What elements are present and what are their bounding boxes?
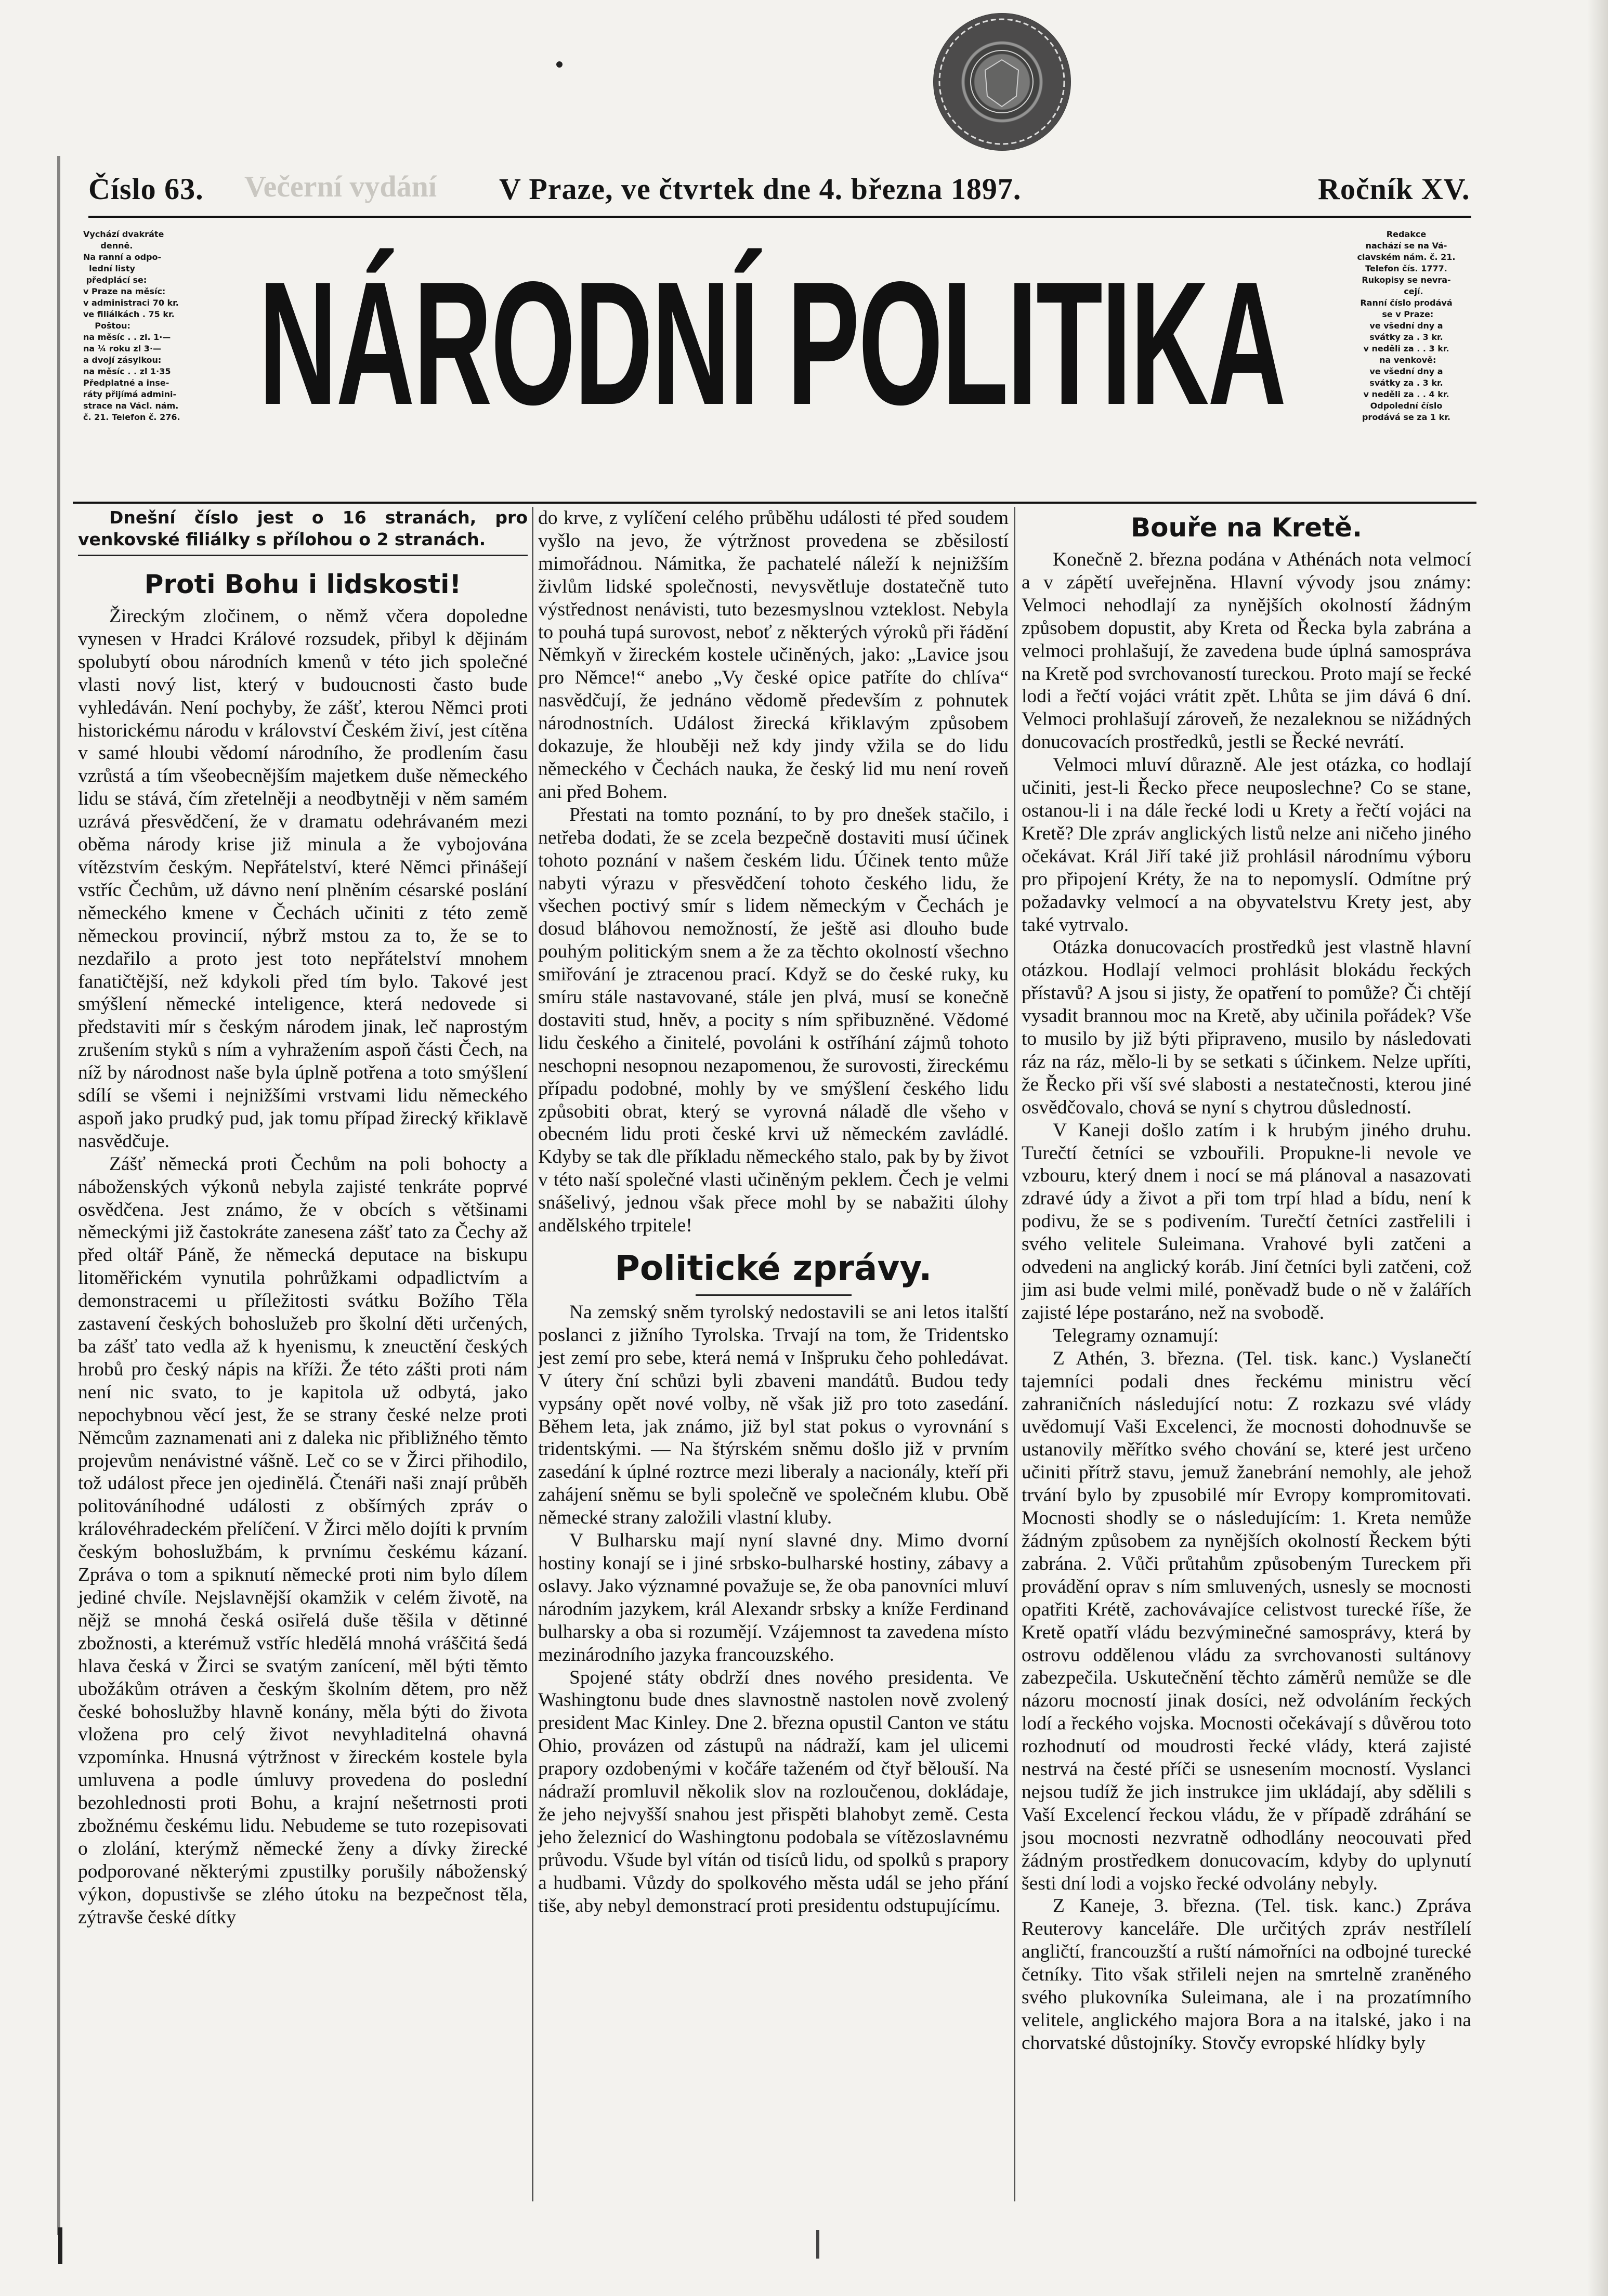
issue-date: V Praze, ve čtvrtek dne 4. března 1897. bbox=[499, 172, 1022, 206]
article-paragraph: V Kaneji došlo zatím i k hrubým jiného druhu. Turečtí četníci se vzbouřili. Propukne-li nevole ve vzbouru, který dnem i nocí se má plánoval a nasazovati zdravé údy a život a při tom trpí hlad a bídu, není k podivu, že se s podivením. Turečtí četníci zastřelili i svého velitele Suleimana. Vrahové byli zatčeni a odvedeni na anglický koráb. Jiní četníci byli zatčeni, což jim asi bude velmi milé, poněvadž bude o ně v žalářích zajisté lépe postaráno, než na svobodě. bbox=[1022, 1119, 1471, 1323]
editorial-info: Redakce nachází se na Vá- clavském nám. č. 21. Telefon čís. 1777. Rukopisy se nevra- cejí. Ranní číslo prodává se v Praze: ve všední dny a svátky za . 3 kr. v neděli za . . 3 kr. na venkově: ve všední dny a svátky za . 3 kr. v neděli za . . 4 kr. Odpolední číslo prodává se za 1 kr. bbox=[1357, 229, 1456, 422]
issue-notice: Dnešní číslo jest o 16 stranách, pro venkovské filiálky s přílohou o 2 stranách. bbox=[78, 507, 528, 549]
library-stamp-seal bbox=[933, 13, 1071, 151]
notice-rule bbox=[78, 555, 528, 556]
masthead-bottom-rule bbox=[73, 502, 1476, 504]
article-paragraph: Velmoci mluví důrazně. Ale jest otázka, co hodlají učiniti, jest-li Řecko přece neuposlechne? Co se stane, ostanou-li i na dále řecké lodi u Krety a řečtí vojáci na Kretě? Dle zpráv anglických listů nelze ani ničeho jiného očekávat. Král Jiří také již prohlásil národnímu výboru pro připojení Kréty, že na to nepomyslí. Odmítne prý požadavky velmocí a na obyvatelstvu Krety jest, aby také vytrvalo. bbox=[1022, 754, 1471, 936]
header-rule bbox=[88, 216, 1471, 218]
article-paragraph: Zášť německá proti Čechům na poli bohocty a náboženských výkonů nebyla zajisté tenkráte poprvé osvědčena. Jest známo, že v obcích s většinami německými již častokráte zanesena zášť tato za Čechy až před oltář Páně, že německá deputace na biskupu litoměřickém vynutila pohrůžkami odpadlictvím a demonstracemi u příležitosti svátku Božího Těla zastavení českých bohoslužeb pro školní děti určených, ba zášť tato vedla až k hyenismu, k zneuctění českých hrobů pro český nápis na kříži. Že této zášti proti nám není nic svato, to je kapitola už odbytá, jako nepochybnou věcí jest, že se strany české nelze proti Němcům zaznamenati ani z daleka nic přibližného těmto projevům nenávistné vášně. Leč co se v Žirci přihodilo, tož událost přece jen ojedinělá. Čtenáři naši znají průběh politováníhodné události z obšírných zpráv o královéhradeckém přelíčení. V Žirci mělo dojíti k prvním českým bohoslužbám, k prvnímu českému kázaní. Zpráva o tom a spiknutí německé proti nim bylo dílem jediné chvíle. Nejslavnější okamžik v celém životě, na nějž se mnohá česká osiřelá duše těšila v dětinné zbožnosti, a kterémuž vstříc hledělá mnohá vráščitá šedá hlava česká v Žirci se svatým zanícení, měl býti těmto ubožákům otráven a českým školním dětem, pro něž české bohoslužby hlavně konány, měla býti do života vložena pro celý život nevyhladitelná ohavná vzpomínka. Hnusná výtržnost v žireckém kostele byla umluvena a podle úmluvy provedena do poslední bezohlednosti proti Bohu, a krajní nešetrnosti proti zbožnému českému lidu. Nebudeme se tuto rozepisovati o zlolání, kterýmž německé ženy a dívky žirecké podporované některými zpustilky porušily náboženský výkon, dopustivše se zlého útoku na bezpečnost těla, zýtravše české dítky bbox=[78, 1153, 528, 1928]
bleed-through-text: Večerní vydání bbox=[244, 169, 437, 203]
news-item: V Bulharsku mají nyní slavné dny. Mimo dvorní hostiny konají se i jiné srbsko-bulharské hostiny, zábavy a oslavy. Jako významné považuje se, že oba panovníci mluví národním jazykem, král Alexandr srbsky a kníže Ferdinand bulharsky a oba si rozumějí. Vzájemnost ta zavedena místo mezinárodního jazyka francouzského. bbox=[538, 1530, 1009, 1665]
ink-dot bbox=[556, 61, 563, 68]
article-paragraph: Žireckým zločinem, o němž včera dopoledne vynesen v Hradci Králové rozsudek, přibyl k dějinám spolubytí obou národních kmenů v této jich společné vlasti nový list, který v budoucnosti často bude vyhledáván. Není pochyby, že zášť, kterou Němci proti historickému národu v království Českém živí, jest cítěna v samé hloubi vědomí národního, že prodlením času vzrůstá a tím všeobecnějším majetkem duše německého lidu se stává, čím zřetelněji a neodbytněji v něm samém uzrává přesvědčení, že v dramatu odehrávaném mezi oběma národy krise již minula a že vybojována vítězstvím českým. Nepřátelství, které Němci přinášejí vstříc Čechům, už dávno není plněním césarské poslání německého kmene v Čechách učiniti z této země německou provincií, nýbrž mstou za to, že se to nezdařilo a proto jest toto nepřátelství mnohem fanatičtější, než kdykoli před tím bylo. Takové jest smýšlení německé inteligence, která nedovede si představiti mír s českým národem jinak, leč naprostým zrušením styků s ním a vyhražením aspoň části Čech, na níž by národnost naše byla úplně potřena a toto smýšlení sdílí se všemi i nejnižšími vrstvami lidu německého aspoň jako prudký pud, jak tomu případ žirecký křiklavě nasvědčuje. bbox=[78, 606, 528, 1152]
issue-number: Číslo 63. bbox=[88, 172, 204, 206]
telegram-label: Telegramy oznamují: bbox=[1053, 1324, 1219, 1346]
article-paragraph: Přestati na tomto poznání, to by pro dnešek stačilo, i netřeba dodati, že se zcela bezpečně dostaviti musí účinek tohoto poznání v našem českém lidu. Účinek tento může nabyti výrazu v přesvědčení tohoto českého lidu, že všechen poctivý smír s lidem německým v Čechách je dosud bláhovou nemožností, že ještě asi dlouho bude pouhým politickým snem a že za těchto okolností všechno smiřování je ztracenou prací. Když se do české ruky, ku smíru stále nastavované, stále jen plvá, musí se konečně dostaviti stud, hněv, a pocity s ním spřibuzněné. Vědomé lidu českého a činitelé, povoláni k ostříhání zájmů tohoto neschopni nesopnou nezapomenou, že surovosti, žireckému případu podobné, mohly by ve smýšlení českého lidu způsobiti obrat, který se vyrovná náladě dle všeho v obecném lidu proti české krvi už německém zavládlé. Kdyby se tak dle příkladu německého stalo, pak by by život v této naší společné vlasti učiněným peklem. Čech je velmi snášelivý, jednou však přece mohl by se nabažiti úlohy andělského trpitele! bbox=[538, 804, 1009, 1237]
article-heading: Bouře na Kretě. bbox=[1131, 513, 1362, 543]
volume-number: Ročník XV. bbox=[1318, 172, 1470, 206]
telegram-item: Z Athén, 3. března. (Tel. tisk. kanc.) Vyslanečtí tajemníci podali dnes řeckému ministru věcí zahraničních následující notu: Z rozkazu své vlády uvědomují Vaši Excelenci, že mocnosti dohodnuvše se ustanovily měřítko svého chování se, které jest určeno učiniti přítrž stavu, jemuž žanebrání nemohly, ale jehož trvání bylo by zpusobilé mír Evropy kompromitovati. Mocnosti shodly se o následujícím: 1. Kreta nemůže žádným způsobem za nynějších okolností Řeckem býti zabrána. 2. Vůči průtahům způsobeným Tureckem při provádění oprav s ním smluvených, usnesly se mocnosti opatřiti Krétě, zachovávajíce celistvost turecké říše, že Kretě opatří vládu bezvýminečné samosprávy, která by ostrovu oddělenou vládu za svrchovanosti sultánovy zabezpečila. Uskutečnění těchto záměrů nemůže se dle názoru mocností jinak dosíci, než odvoláním řeckých lodí a řeckého vojska. Mocnosti očekávají s důvěrou toto rozhodnutí od moudrosti řecké vlády, která zajisté nestrvá na česté příči se usnesením mocností. Vyslanci nejsou tudíž že jich instrukce jim ukládají, aby sdělili s Vaší Excelencí řeckou vládu, že v případě zdráhání se jsou mocnosti nezvratně odhodlány neocouvati před žádným prostředkem donucovacím, kdyby do uplynutí šesti dní lodi a vojsko řecké odvolány nebyly. bbox=[1022, 1347, 1471, 1894]
page-edge-mark bbox=[58, 2227, 62, 2264]
column-divider bbox=[532, 507, 533, 2201]
article-paragraph: Konečně 2. března podána v Athénách nota velmocí a v zápětí uveřejněna. Hlavní vývody jsou známy: Velmoci nehodlají za nynějších okolností žádným způsobem dopustit, aby Kreta od Řecka byla zabrána a velmoci prohlašují, že zavedena bude úplná samospráva na Kretě pod svrchovaností tureckou. Proto mají se řecké lodi a řečtí vojáci vrátit zpět. Lhůta se jim dává 6 dní. Velmoci prohlašují zároveň, že nezaleknou se nižádných donucovacích prostředků, jestli se Řecké nevrátí. bbox=[1022, 549, 1471, 753]
seal-ring-icon bbox=[933, 13, 1071, 151]
section-heading: Politické zprávy. bbox=[615, 1248, 932, 1288]
column-divider bbox=[1014, 507, 1015, 2201]
news-item: Na zemský sněm tyrolský nedostavili se ani letos italští poslanci z jižního Tyrolska. Trvají na tom, že Tridentsko jest zemí pro sebe, která nemá v Inšpruku čeho pohledávat. V útery ční schůzi byli zbaveni mandátů. Budou tedy vypsány opět nové volby, ně však již pro toto zasedání. Během leta, jak známo, již byl stat pokus o vyrovnání s tridentskými. — Na štýrském sněmu došlo již v prvním zasedání k úplné roztrce mezi liberaly a nacionály, kteří při zahájení sněmu se byli společně ve společném klubu. Obě německé strany založili vlastní kluby. bbox=[538, 1302, 1009, 1529]
page-fold-mark bbox=[816, 2230, 819, 2259]
article-paragraph: do krve, z vylíčení celého průběhu události té před soudem vyšlo na jevo, že výtržnost provedena se zběsilostí mimořádnou. Námitka, že pachatelé náleží k nejnižším živlům lidské společnosti, nevysvětluje dostatečně tuto výstřednost nenávisti, tuto bezesmyslnou vzteklost. Nebyla to pouhá tupá surovost, neboť z některých výroků při řádění Němkyň v žireckém kostele učiněných, jako: „Lavice jsou pro Němce!“ anebo „Vy české opice patříte do chlíva“ nasvědčují, že jednáno vědomě především z pohnutek národnostních. Událost žirecká křiklavým způsobem dokazuje, že hlouběji než kdy jindy vžila se do lidu německého v Čechách nauka, že český lid mu není roveň ani před Bohem. bbox=[538, 507, 1009, 803]
column-3 bbox=[1022, 507, 1471, 2055]
column-2 bbox=[538, 507, 1009, 1917]
telegram-item: Z Kaneje, 3. března. (Tel. tisk. kanc.) Zpráva Reuterovy kanceláře. Dle určitých zpráv nestřílelí angličtí, francouzští a ruští námořníci na odbojné turecké četníky. Tito však střileli nejen na smrtelně zraněného svého plukovníka Suleimana, ale i na prozatímního velitele, anglického majora Bora a na italské, jako i na chorvatské důstojníky. Stovčy evropské hlídky byly bbox=[1022, 1895, 1471, 2054]
column-1 bbox=[78, 507, 528, 1929]
article-paragraph: Otázka donucovacích prostředků jest vlastně hlavní otázkou. Hodlají velmoci prohlásit blokádu řeckých přístavů? A jsou si jisty, že opatření to pomůže? Či chtějí vysadit brannou moc na Kretě, aby učinila pořádek? Vše to musilo by již býti připraveno, musilo by následovati ráz na ráz, mělo-li by se setkati s účinkem. Nelze upříti, že Řecko při vší své slabosti a nestatečnosti, kterou jiné osvědčovalo, chová se nyní s chytrou důsledností. bbox=[1022, 937, 1471, 1118]
news-item: Spojené státy obdrží dnes nového presidenta. Ve Washingtonu bude dnes slavnostně nastolen nově zvolený president Mac Kinley. Dne 2. března opustil Canton ve státu Ohio, provázen od zástupů na nádraží, kam jel ulicemi prapory ozdobenými v kočáře taženém od čtyř bělouší. Na nádraží promluvil několik slov na rozloučenou, dokládaje, že jeho nejvyšší snahou jest přispěti blahobyt země. Cesta jeho železnicí do Washingtonu podobala se vítězoslavnému průvodu. Všude byl vítán od tisíců lidu, od spolků s prapory a hudbami. Vůzdy do spolkového města udál se jeho přání tiše, aby nebyl demonstrací proti presidentu odstupujícímu. bbox=[538, 1667, 1009, 1917]
article-heading: Proti Bohu i lidskosti! bbox=[144, 569, 462, 599]
section-rule bbox=[696, 1294, 852, 1296]
page-edge-shadow bbox=[57, 156, 60, 2235]
subscription-info: Vychází dvakráte denně. Na ranní a odpo- lední listy předplácí se: v Praze na měsíc: v administraci 70 kr. ve filiálkách . 75 kr. Poštou: na měsíc . . zl. 1·— na ¼ roku zl 3·— a dvojí zásylkou: na měsíc . . zl 1·35 Předplatné a inse- ráty přijímá admini- strace na Václ. nám. č. 21. Telefon č. 276. bbox=[83, 229, 180, 422]
page-right-edge bbox=[1587, 0, 1608, 2296]
masthead-title: NÁRODNÍ POLITIKA bbox=[258, 245, 1285, 441]
